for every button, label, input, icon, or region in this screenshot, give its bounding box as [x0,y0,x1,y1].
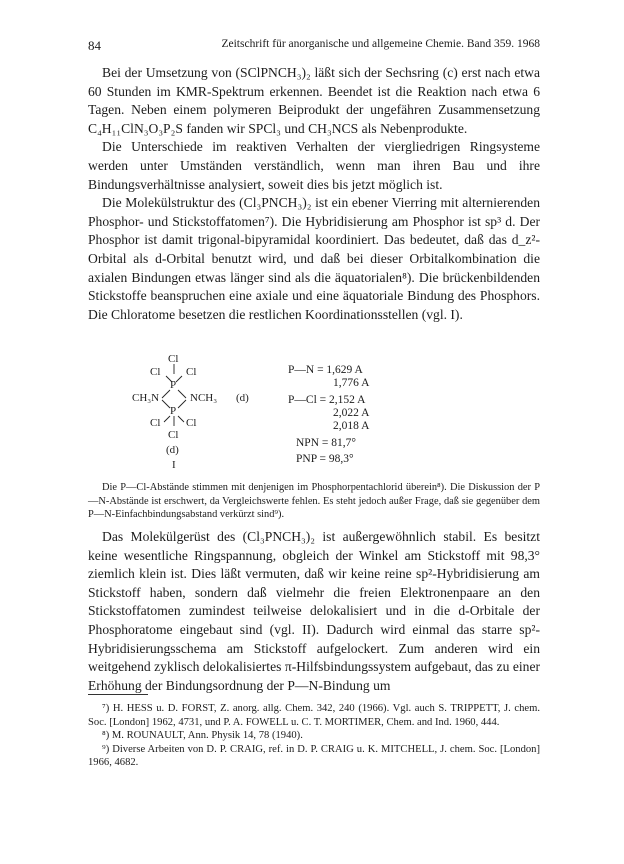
angle-npn: NPN = 81,7° [296,437,356,449]
journal-title: Zeitschrift für anorganische und allgemeine Chemie. Band 359. 1968 [221,38,540,50]
d-under: (d) [166,444,179,456]
cl-lower-left: Cl [150,417,161,429]
ch3n-left: CH₃N [132,392,160,404]
paragraph-2: Die Unterschiede im reaktiven Verhalten der viergliedrigen Ringsysteme werden unter Umständen verständlich, wenn man ihren Bau und ihre Bindungsverhältnisse analysiert, soweit dies bis jetzt möglich ist. [88,139,540,192]
main-text-bottom [88,528,540,695]
paragraph-3: Die Molekülstruktur des (Cl₃PNCH₃)₂ ist ein ebener Vierring mit alternierenden Phosphor- und Stickstoffatomen⁷). Die Hybridisierung am Phosphor ist sp³ d. Der Phosphor ist damit trigonal-bipyramidal koordiniert. Das bedeutet, daß das d_z²-Orbital als d-Orbital benutzt wird, und daß bei dieser Orbitalkombination die axialen Bindungen etwas länger sind als die äquatorialen⁸). Die brückenbildenden Stickstoffe beanspruchen eine axiale und eine äquatoriale Bindung des Phosphors. Die Chloratome besetzen die restlichen Koordinationsstellen (vgl. I). [88,195,540,322]
cl-bottom: Cl [168,429,179,441]
paragraph-1: Bei der Umsetzung von (SClPNCH₃)₂ läßt sich der Sechsring (c) erst nach etwa 60 Stunden im KMR-Spektrum erkennen. Beendet ist die Reaktion nach etwa 6 Tagen. Neben einem polymeren Beiprodukt der ungefähren Zusammensetzung C₄H₁₁ClN₃O₃P₂S fanden wir SPCl₃ und CH₃NCS als Nebenprodukte. [88,65,540,136]
footnote-7: ⁷) H. HESS u. D. FORST, Z. anorg. allg. Chem. 342, 240 (1966). Vgl. auch S. TRIPPETT, J. chem. Soc. [London] 1962, 4731, und P. A. FOWELL u. C. T. MORTIMER, Chem. and Ind. 1960, 444. [88,703,540,728]
bond-pn-2: 1,776 A [333,377,370,389]
p-bottom: P [170,405,177,417]
bond-pcl: P—Cl = 2,152 A [288,394,366,406]
cl-top: Cl [168,353,179,365]
page-number: 84 [88,38,101,53]
small-print-note [88,481,540,522]
bond-pcl-2: 2,022 A [333,407,370,419]
bond-pcl-3: 2,018 A [333,420,370,432]
p-top: P [170,379,177,391]
footnotes [88,702,540,770]
small-paragraph: Die P—Cl-Abstände stimmen mit denjenigen im Phosphorpentachlorid überein⁸). Die Diskussion der P—N-Abstände ist erschwert, da Vergleichswerte fehlen. Es steht jedoch außer Frage, daß sie gegenüber dem P—N-Einfachbindungsabstand verkürzt sind⁹). [88,482,540,521]
footnote-9: ⁹) Diverse Arbeiten von D. P. CRAIG, ref. in D. P. CRAIG u. K. MITCHELL, J. chem. Soc. [London] 1966, 4682. [88,743,540,769]
footnote-rule [88,694,148,695]
cl-lower-right: Cl [186,417,197,429]
cl-upper-right: Cl [186,366,197,378]
angle-pnp: PNP = 98,3° [296,453,354,465]
structure-bonds [120,350,280,470]
roman-numeral: I [172,459,176,471]
cl-upper-left: Cl [150,366,161,378]
bond-pn: P—N = 1,629 A [288,364,363,376]
footnote-8: ⁸) M. ROUNAULT, Ann. Physik 14, 78 (1940). [102,730,303,742]
main-text-top [88,64,540,324]
nch3-right: NCH₃ [190,392,218,404]
d-label: (d) [236,392,249,404]
paragraph-4: Das Molekülgerüst des (Cl₃PNCH₃)₂ ist außergewöhnlich stabil. Es besitzt keine wesentliche Ringspannung, obgleich der Winkel am Stickstoff mit 98,3° ziemlich klein ist. Dies läßt vermuten, daß wir keine reine sp²-Hybridisierung am Stickstoff haben, sondern daß vielmehr die freien Elektronenpaare an den Stickstoffatomen zumindest teilweise delokalisiert und in die d-Orbitale der Phosphoratome eingebaut sind (vgl. II). Dadurch wird einmal das starre sp²-Hybridisierungsschema am Stickstoff aufgelockert. Zum anderen wird ein weitgehend zyklisch delokalisiertes π-Hilfsbindungssystem aufgebaut, das zu einer Erhöhung der Bindungsordnung der P—N-Bindung um [88,529,540,693]
